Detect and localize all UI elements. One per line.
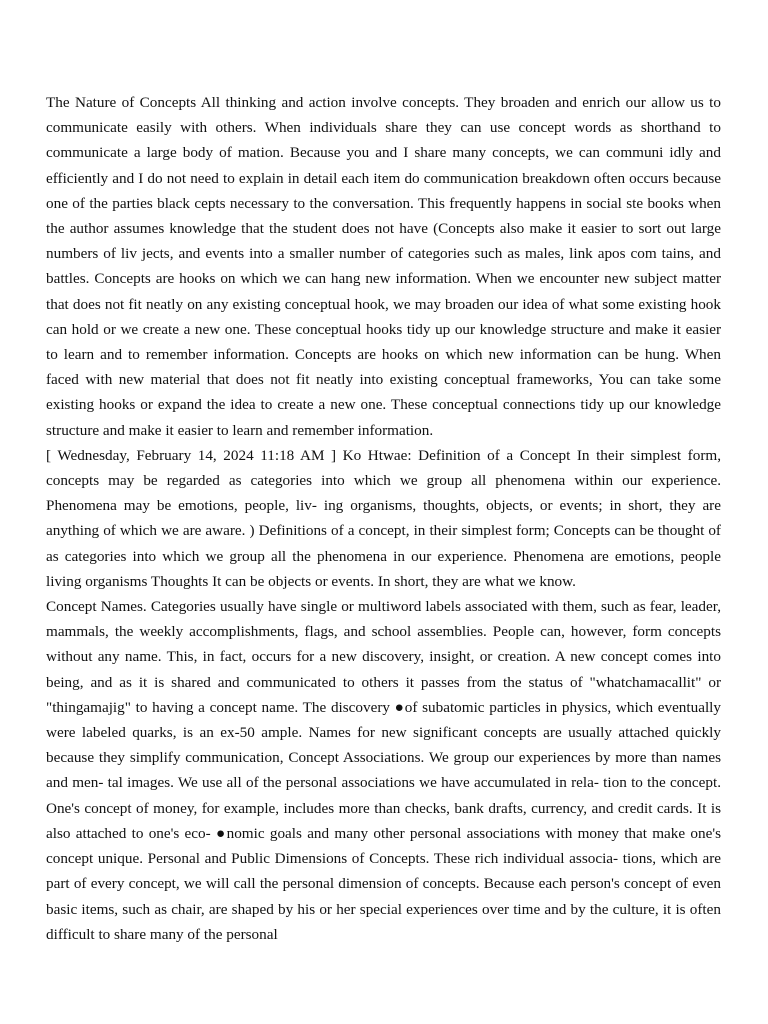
document-body [46, 90, 721, 947]
paragraph-nature-of-concepts: The Nature of Concepts All thinking and action involve concepts. They broaden and enrich our allow us to communicate easily with others. When individuals share they can use concept words as shorthand to communicate a large body of mation. Because you and I share many concepts, we can communi idly and efficiently and I do not need to explain in detail each item do communication breakdown often occurs because one of the parties black cepts necessary to the conversation. This frequently happens in social ste books when the author assumes knowledge that the student does not have (Concepts also make it easier to sort out large numbers of liv jects, and events into a smaller number of categories such as males, link apos com tains, and battles. Concepts are hooks on which we can hang new information. When we encounter new subject matter that does not fit neatly on any existing conceptual hook, we may broaden our idea of what some existing hook can hold or we create a new one. These conceptual hooks tidy up our knowledge structure and make it easier to learn and to remember information. Concepts are hooks on which new information can be hung. When faced with new material that does not fit neatly into existing conceptual frameworks, You can take some existing hooks or expand the idea to create a new one. These conceptual connections tidy up our knowledge structure and make it easier to learn and remember information. [46, 94, 721, 439]
paragraph-definition-of-concept: [ Wednesday, February 14, 2024 11:18 AM ] Ko Htwae: Definition of a Concept In their simplest form, concepts may be regarded as categories into which we group all phenomena within our experience. Phenomena may be emotions, people, liv- ing organisms, thoughts, objects, or events; in short, they are anything of which we are aware. ) Definitions of a concept, in their simplest form; Concepts can be thought of as categories into which we group all the phenomena in our experience. Phenomena are emotions, people living organisms Thoughts It can be objects or events. In short, they are what we know. [46, 446, 721, 590]
paragraph-concept-names: Concept Names. Categories usually have single or multiword labels associated with them, such as fear, leader, mammals, the weekly accomplishments, flags, and school assemblies. People can, however, form concepts without any name. This, in fact, occurs for a new discovery, insight, or creation. A new concept comes into being, and as it is shared and communicated to others it passes from the status of "whatchamacallit" or "thingamajig" to having a concept name. The discovery ●of subatomic particles in physics, which eventually were labeled quarks, is an ex-50 ample. Names for new significant concepts are usually attached quickly because they simplify communication, Concept Associations. We group our experiences by more than names and men- tal images. We use all of the personal associations we have accumulated in rela- tion to the concept. One's concept of money, for example, includes more than checks, bank drafts, currency, and credit cards. It is also attached to one's eco- ●nomic goals and many other personal associations with money that make one's concept unique. Personal and Public Dimensions of Concepts. These rich individual associa- tions, which are part of every concept, we will call the personal dimension of concepts. Because each person's concept of even basic items, such as chair, are shaped by his or her special experiences over time and by the culture, it is often difficult to share many of the personal [46, 598, 721, 943]
